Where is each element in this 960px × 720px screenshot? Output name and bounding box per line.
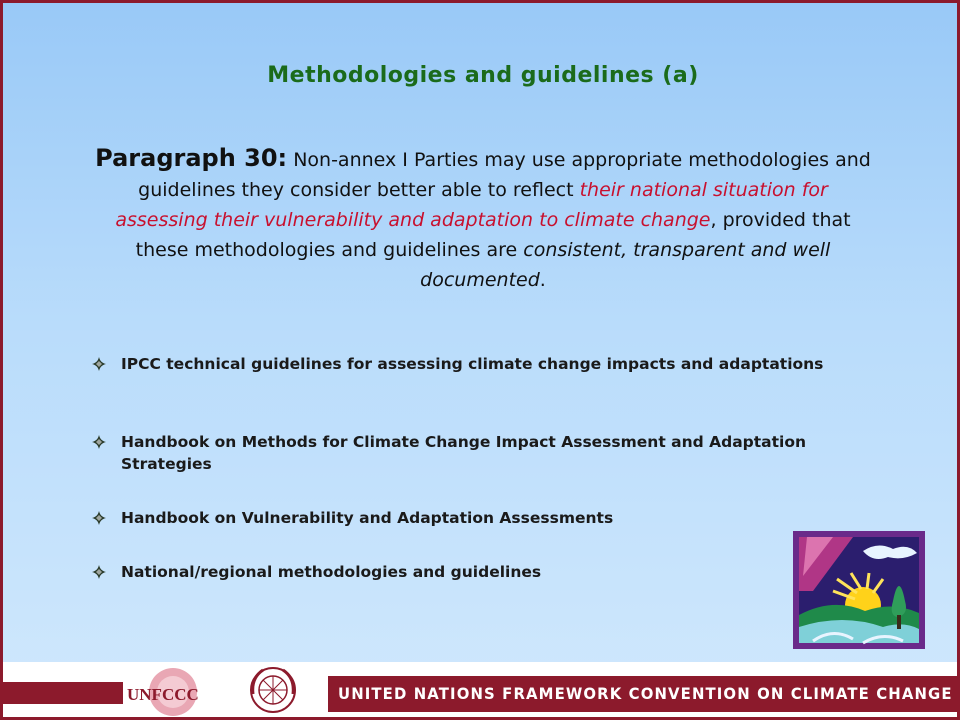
sunset-landscape-icon — [793, 531, 925, 649]
bullet-item — [91, 353, 851, 397]
diamond-bullet-icon — [91, 356, 107, 372]
unfccc-logo-text: UNFCCC — [127, 685, 199, 704]
bullet-text: Handbook on Vulnerability and Adaptation Assessments — [121, 509, 614, 527]
bullet-item — [91, 561, 851, 583]
footer-banner-text: UNITED NATIONS FRAMEWORK CONVENTION ON CLIMATE CHANGE — [338, 684, 953, 703]
paragraph-30 — [93, 143, 873, 295]
paragraph-emphasis: consistent, transparent and well documented — [420, 239, 831, 291]
bullet-item — [91, 507, 851, 529]
paragraph-text-1: Non-annex I Parties may use appropriate methodologies and guidelines they consider better able to reflect — [138, 149, 871, 201]
bullet-text: National/regional methodologies and guidelines — [121, 563, 542, 581]
footer-left-stripe — [3, 682, 123, 704]
footer-banner — [328, 676, 957, 712]
bullet-item — [91, 431, 851, 475]
bullet-text: Handbook on Methods for Climate Change Impact Assessment and Adaptation Strategies — [121, 433, 807, 473]
diamond-bullet-icon — [91, 564, 107, 580]
un-emblem-icon — [247, 664, 299, 716]
footer — [3, 662, 957, 717]
paragraph-text-3: . — [539, 269, 546, 291]
bullet-list — [91, 353, 851, 583]
paragraph-text-2: , provided that these methodologies and guidelines are — [135, 209, 851, 261]
bullet-text: IPCC technical guidelines for assessing climate change impacts and adaptations — [121, 355, 824, 373]
slide-title: Methodologies and guidelines (a) — [267, 63, 699, 88]
paragraph-highlight: their national situation for assessing their vulnerability and adaptation to climate change — [115, 179, 828, 231]
diamond-bullet-icon — [91, 434, 107, 450]
unfccc-logo — [113, 664, 233, 716]
paragraph-lead: Paragraph 30: — [95, 144, 288, 172]
diamond-bullet-icon — [91, 510, 107, 526]
